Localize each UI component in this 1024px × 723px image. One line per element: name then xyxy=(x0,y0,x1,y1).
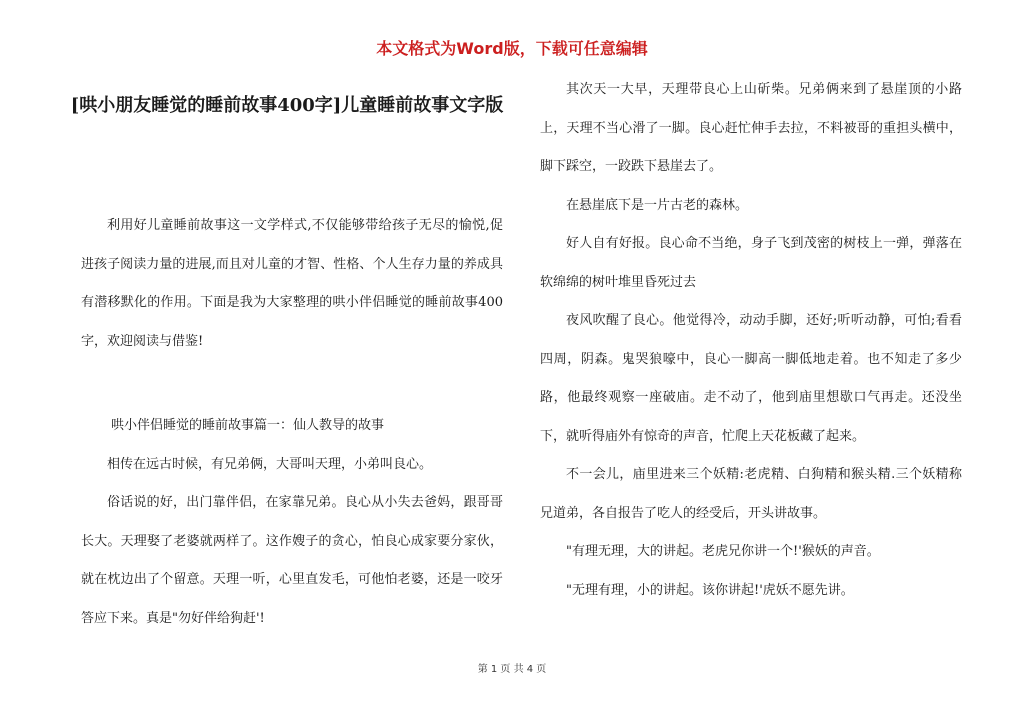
story-paragraph: 相传在远古时候，有兄弟俩，大哥叫天理，小弟叫良心。 xyxy=(107,456,433,472)
left-column-story xyxy=(81,407,503,638)
page-number: 第 1 页 共 4 页 xyxy=(477,664,547,675)
right-column xyxy=(540,71,962,610)
story-paragraph: 俗话说的好，出门靠伴侣，在家靠兄弟。良心从小失去爸妈，跟哥哥长大。天理娶了老婆就两样了。这作嫂子的贪心，怕良心成家要分家伙，就在枕边出了个留意。天理一听，心里直发毛，可他怕老婆，还是一咬牙答应下来。真是"勿好伴给狗赶'! xyxy=(81,495,503,626)
story-paragraph: 好人自有好报。良心命不当绝，身子飞到茂密的树枝上一弹，弹落在软绵绵的树叶堆里昏死过去 xyxy=(540,236,962,290)
story-paragraph: 在悬崖底下是一片古老的森林。 xyxy=(566,197,749,213)
story-paragraph: 不一会儿，庙里进来三个妖精:老虎精、白狗精和猴头精.三个妖精称兄道弟，各自报告了吃人的经受后，开头讲故事。 xyxy=(540,467,962,521)
intro-paragraph: 利用好儿童睡前故事这一文学样式,不仅能够带给孩子无尽的愉悦,促进孩子阅读力量的进展,而且对儿童的才智、性格、个人生存力量的养成具有潜移默化的作用。下面是我为大家整理的哄小伴侣睡觉的睡前故事400字，欢迎阅读与借鉴! xyxy=(81,218,503,349)
document-title: [哄小朋友睡觉的睡前故事400字]儿童睡前故事文字版 xyxy=(70,95,504,116)
story-paragraph: "有理无理，大的讲起。老虎兄你讲一个!'猴妖的声音。 xyxy=(566,544,880,559)
story-heading: 哄小伴侣睡觉的睡前故事篇一：仙人教导的故事 xyxy=(111,418,385,433)
story-paragraph: 其次天一大早，天理带良心上山斫柴。兄弟俩来到了悬崖顶的小路上，天理不当心滑了一脚。良心赶忙伸手去拉，不料被哥的重担头横中，脚下踩空，一跤跌下悬崖去了。 xyxy=(540,82,962,174)
left-column-intro xyxy=(81,207,503,361)
story-paragraph: "无理有理，小的讲起。该你讲起!'虎妖不愿先讲。 xyxy=(566,582,854,598)
story-paragraph: 夜风吹醒了良心。他觉得冷，动动手脚，还好;听听动静，可怕;看看四周，阴森。鬼哭狼嚎中，良心一脚高一脚低地走着。也不知走了多少路，他最终观察一座破庙。走不动了，他到庙里想歇口气再走。还没坐下，就听得庙外有惊奇的声音，忙爬上天花板藏了起来。 xyxy=(540,313,962,444)
edit-notice-banner: 本文格式为Word版，下载可任意编辑 xyxy=(376,39,648,58)
